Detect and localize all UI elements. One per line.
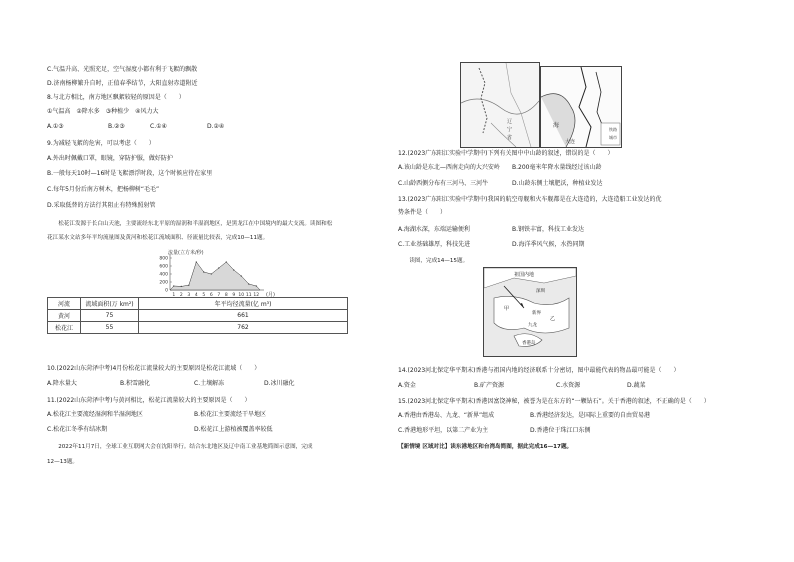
passage-intro-16: 【新情境 区域对比】读东港地区和台湾岛简图，据此完成16—17题。 <box>398 444 573 450</box>
map2-label: 海 <box>553 122 560 129</box>
y-tick-label: 400 <box>159 272 168 278</box>
passage-songhua-2: 花江某水文站多年平均流量图及黄河和松花江流域面积、径流量比较表，完成10—11题。 <box>47 235 269 241</box>
passage-intro-14: 读图，完成14—15题。 <box>398 258 469 264</box>
table-row <box>48 310 348 322</box>
map3-label: 乙 <box>550 316 556 322</box>
question-13b: 势条件是（ ） <box>398 209 447 216</box>
q9-option-c: C.每年5月份后南方树木，把杨柳树“毛毛” <box>47 186 160 193</box>
table-cell: 55 <box>81 322 139 334</box>
x-tick-label: 6 <box>209 293 213 298</box>
flow-point <box>256 285 257 286</box>
dalian-map <box>540 66 622 148</box>
q9-option-d: D.采取低替的方法行其阻止有特殊照射管 <box>47 202 156 209</box>
table-cell: 661 <box>139 310 348 322</box>
q8-option-a: A.①③ <box>47 123 64 130</box>
q10-option-a: A.降水量大 <box>47 380 77 387</box>
flow-point <box>203 271 204 272</box>
y-tick-label: 600 <box>159 264 168 270</box>
q15-option-d: D.香港位于珠江口东侧 <box>530 427 591 434</box>
table-cell: 松花江 <box>48 322 81 334</box>
q15-option-c: C.香港地形平坦，以第二产业为主 <box>398 427 489 434</box>
table-header: 年平均径流量(亿 m³) <box>139 298 348 310</box>
q9-option-b: B.一般每天10时—16时是飞絮漂浮时段，这个时候应待在家里 <box>47 170 213 177</box>
passage-songhua-1: 松花江发源于长白山天池，主要流经东北平原的湿润和半湿润地区，是黑龙江在中国境内的最大支流。读图和松 <box>47 221 333 227</box>
q11-option-a: A.松花江主要流经湿润和半湿润地区 <box>47 411 143 418</box>
question-12: 12.(2023广东阳江实验中学期中)下列有关图中中山龄的叙述，错误的是（ ） <box>398 150 614 157</box>
question-8: 8.与北方相比，南方地区飘絮较轻的原因是（ ） <box>47 94 185 101</box>
flow-point <box>218 267 219 268</box>
x-tick-label: 5 <box>202 293 206 298</box>
map3-label: 新界 <box>532 311 541 316</box>
chart-y-label: 流量(立方米/秒) <box>168 250 204 256</box>
hongkong-map <box>483 267 577 357</box>
question-10: 10.(2022山东菏泽中考)4月份松花江流量较大的主要原因是松花江流域（ ） <box>47 365 261 372</box>
flow-point <box>188 285 189 286</box>
q13-option-b: B.钢铁丰富，科技工业发达 <box>512 226 585 233</box>
flow-point <box>241 275 242 276</box>
q13-option-a: A.海湖水深，东端运输便利 <box>398 226 470 233</box>
legend-label: 铁路 <box>609 127 617 132</box>
q8-option-b: B.②③ <box>108 123 125 130</box>
q15-option-a: A.香港由香港岛、九龙、“新界”组成 <box>398 412 495 419</box>
flow-point <box>211 273 212 274</box>
map1-label: 省 <box>507 135 513 141</box>
map3-label: 深圳 <box>536 289 545 294</box>
q12-option-b: B.200毫米年降水量线经过该山龄 <box>512 164 602 171</box>
table-header: 流域面积(万 km²) <box>81 298 139 310</box>
q8-option-c: C.①④ <box>150 123 167 130</box>
chart-x-label: (月) <box>266 292 275 298</box>
passage-intro-12: 2022年11月7日，全球工业互联网大会在沈阳举行。结合东北地区及辽中南工业基地简图示意图，完成 <box>47 444 313 450</box>
passage-intro-12b: 12—13题。 <box>47 459 79 465</box>
q11-option-b: B.松花江主要流经干旱地区 <box>194 411 267 418</box>
flow-point <box>181 286 182 287</box>
question-15: 15.(2023河北保定华平期末)香港因富饶神秘，被誉为是在东方的“一颗钻石”。关于香港的叙述，不正确的是（ ） <box>398 398 710 405</box>
table-header: 河流 <box>48 298 81 310</box>
q12-option-c: C.山龄西侧分布有三河马、三河牛 <box>398 180 489 187</box>
map3-label: 九龙 <box>528 323 537 328</box>
q13-option-d: D.海洋季风气候，水热同期 <box>512 241 585 248</box>
flow-point <box>233 269 234 270</box>
q14-option-d: D.蔬菜 <box>627 382 646 389</box>
q10-option-b: B.积雪融化 <box>120 380 151 387</box>
x-tick-label: 10 <box>238 293 245 298</box>
flow-point <box>196 261 197 262</box>
question-9: 9.为减轻飞絮的危害，可以考虑（ ） <box>47 140 155 147</box>
x-tick-label: 1 <box>172 293 176 298</box>
legend-label: 城市 <box>609 135 617 140</box>
question-13: 13.(2023广东阳江实验中学期中)我国的航空母舰和火车舰都是在大连造的，大连造船工业发达的优 <box>398 196 662 203</box>
x-tick-label: 4 <box>194 293 198 298</box>
q15-option-b: B.香港经济发达，是国际上重要的自由贸易港 <box>530 412 651 419</box>
q12-option-a: A.该山龄是东北—西南走向的大兴安岭 <box>398 164 500 171</box>
map3-label: 祖国内地 <box>514 272 535 278</box>
flow-area-series <box>170 262 260 290</box>
y-tick-label: 0 <box>165 288 168 294</box>
x-tick-label: 12 <box>253 293 260 298</box>
q11-option-d: D.松花江上游植被覆盖率较低 <box>194 426 273 433</box>
q8-option-d: D.②④ <box>207 123 225 130</box>
q11-option-c: C.松花江冬季有结冰期 <box>47 426 108 433</box>
q14-option-c: C.水资源 <box>556 382 581 389</box>
y-tick-label: 200 <box>159 280 168 286</box>
q7-option-d: D.济南杨柳繁升自时，正值春季结节，大阳直射赤道附近 <box>47 80 198 87</box>
question-11: 11.(2022山东菏泽中考)与黄河相比，松花江流量较大的主要原因是（ ） <box>47 397 251 404</box>
flow-point <box>226 261 227 262</box>
river-comparison-table <box>47 297 348 334</box>
northeast-map <box>460 62 540 148</box>
y-tick-label: 800 <box>159 256 168 262</box>
map3-label: 香港岛 <box>522 341 536 346</box>
q14-option-a: A.资金 <box>398 382 416 389</box>
table-header-row <box>48 298 348 310</box>
flow-chart <box>148 246 278 298</box>
flow-point <box>173 285 174 286</box>
x-tick-label: 9 <box>232 293 236 298</box>
q9-option-a: A.外出时佩戴口罩，眼镜，穿防护服，做好防护 <box>47 155 173 162</box>
map1-label: 宁 <box>507 127 513 133</box>
q10-option-c: C.土壤解冻 <box>194 380 225 387</box>
map3-label: 甲 <box>504 306 510 312</box>
q14-option-b: B.矿产资源 <box>474 382 505 389</box>
q8-choices: ①气温高 ②降水多 ③种植少 ④风力大 <box>47 108 159 115</box>
map2-label: 大连 <box>565 139 576 145</box>
x-tick-label: 11 <box>245 293 252 298</box>
flow-point <box>248 283 249 284</box>
q12-option-d: D.山龄东侧土壤肥沃，种植业发达 <box>512 180 603 187</box>
q13-option-c: C.工业基础雄厚，科技先进 <box>398 241 471 248</box>
table-cell: 762 <box>139 322 348 334</box>
table-cell: 75 <box>81 310 139 322</box>
x-tick-label: 7 <box>217 293 221 298</box>
q7-option-c: C.气温升高、光照充足，空气湿度小都有利于飞絮的飘散 <box>47 66 198 73</box>
x-tick-label: 8 <box>224 293 228 298</box>
q10-option-d: D.冰川融化 <box>264 380 295 387</box>
table-row <box>48 322 348 334</box>
map1-label: 辽 <box>507 119 513 125</box>
x-tick-label: 2 <box>179 293 183 298</box>
question-14: 14.(2023河北保定华平期末)香港与祖国内地的经济联系十分密切，图中最能代表的物品最可能是（ ） <box>398 367 680 374</box>
table-cell: 黄河 <box>48 310 81 322</box>
x-tick-label: 3 <box>187 293 191 298</box>
